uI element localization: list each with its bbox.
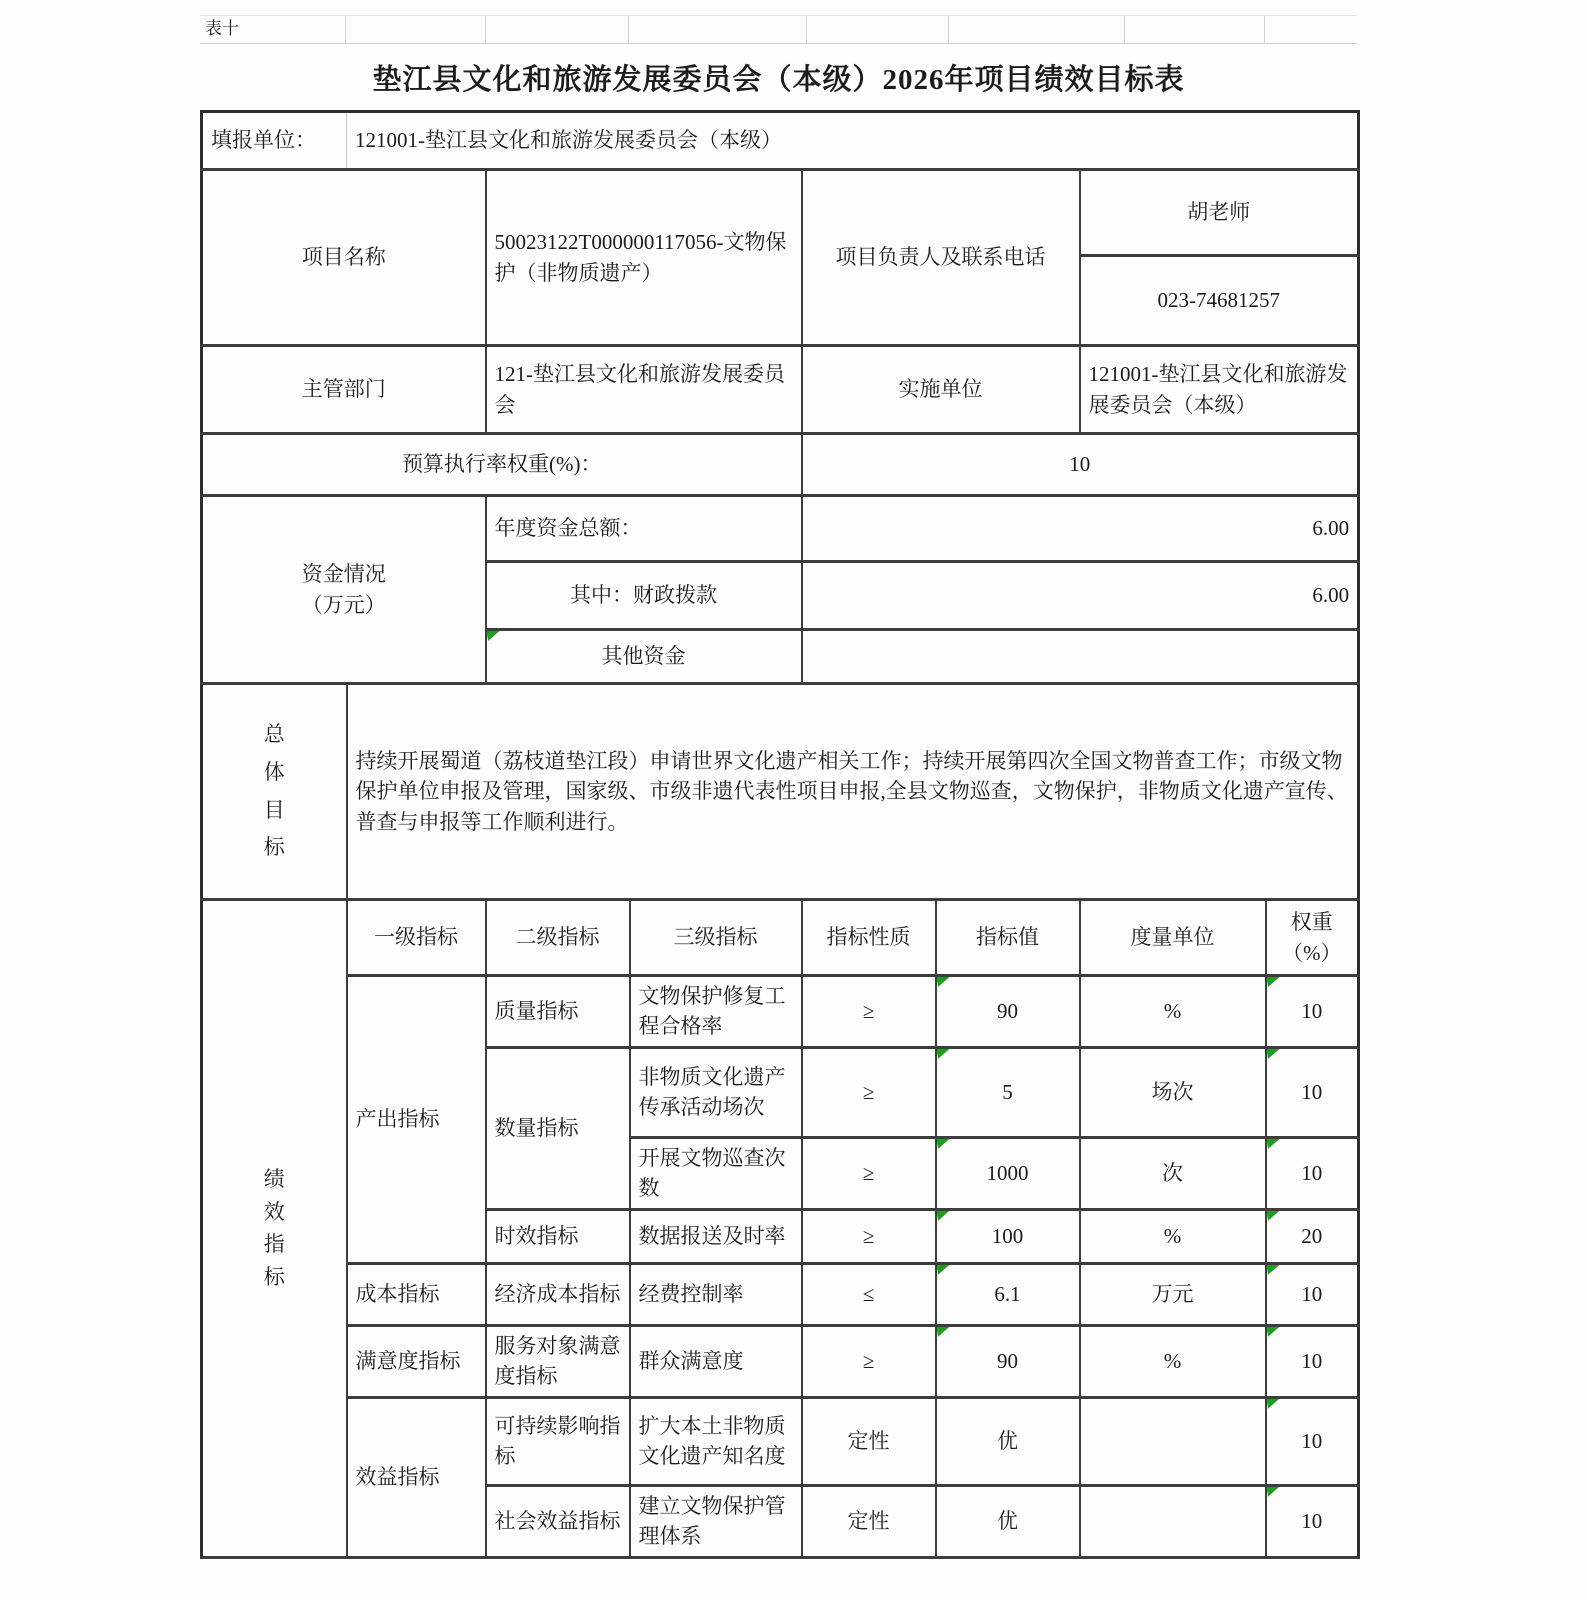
impl-unit-value: 121001-垫江县文化和旅游发展委员会（本级）: [1080, 346, 1359, 434]
perf-unit: 场次: [1080, 1047, 1266, 1137]
perf-level2: 质量指标: [486, 976, 630, 1048]
funding-label: [202, 496, 486, 684]
perf-header-nature: 指标性质: [802, 900, 936, 976]
perf-level3: 扩大本土非物质文化遗产知名度: [630, 1397, 802, 1485]
perf-level2: 数量指标: [486, 1047, 630, 1209]
perf-value-text: 100: [991, 1224, 1024, 1249]
perf-row: [202, 1263, 1359, 1325]
green-corner-flag-icon: [937, 1265, 950, 1275]
project-leader-label: 项目负责人及联系电话: [802, 170, 1080, 346]
funding-value-fiscal: 6.00: [802, 562, 1359, 630]
budget-rate-row: [202, 434, 1359, 496]
perf-unit: [1080, 1485, 1266, 1557]
grid-line: [485, 16, 486, 43]
funding-item-other-text: 其他资金: [601, 644, 686, 669]
perf-header-row: [202, 900, 1359, 976]
perf-unit: 次: [1080, 1137, 1266, 1209]
perf-weight-text: 10: [1301, 1428, 1323, 1453]
funding-value-total: 6.00: [802, 496, 1359, 562]
perf-level2: 服务对象满意度指标: [486, 1325, 630, 1397]
green-corner-flag-icon: [937, 1327, 950, 1337]
perf-level2: 时效指标: [486, 1209, 630, 1263]
perf-weight: [1266, 1397, 1359, 1485]
perf-weight: [1266, 1047, 1359, 1137]
report-unit-label: 填报单位：: [202, 112, 347, 170]
grid-line: [948, 16, 949, 43]
perf-header-level2: 二级指标: [486, 900, 630, 976]
report-unit-row: [202, 112, 1359, 170]
perf-nature: ≥: [802, 1325, 936, 1397]
green-corner-flag-icon: [1267, 977, 1280, 987]
perf-weight: [1266, 1325, 1359, 1397]
perf-header-level1: 一级指标: [347, 900, 486, 976]
perf-value: 优: [936, 1485, 1080, 1557]
grid-line: [628, 16, 629, 43]
perf-weight-text: 10: [1301, 1161, 1323, 1186]
perf-unit: 万元: [1080, 1263, 1266, 1325]
project-leader-phone: 023-74681257: [1080, 256, 1359, 346]
green-corner-flag-icon: [1267, 1265, 1280, 1275]
perf-header-unit: 度量单位: [1080, 900, 1266, 976]
perf-value: [936, 1325, 1080, 1397]
green-corner-flag-icon: [937, 1211, 950, 1221]
funding-value-other: [802, 630, 1359, 684]
perf-level2: 经济成本指标: [486, 1263, 630, 1325]
perf-value: [936, 1047, 1080, 1137]
project-name-label: 项目名称: [202, 170, 486, 346]
funding-item-other: [486, 630, 802, 684]
funding-label-line2: （万元）: [301, 592, 386, 617]
overall-goal-label-text: 总体目标: [263, 721, 285, 860]
perf-unit: %: [1080, 976, 1266, 1048]
grid-line: [806, 16, 807, 43]
perf-nature: ≥: [802, 976, 936, 1048]
project-row: [202, 170, 1359, 256]
budget-rate-value: 10: [802, 434, 1359, 496]
perf-level1: 满意度指标: [347, 1325, 486, 1397]
green-corner-flag-icon: [937, 1139, 950, 1149]
sheet-tag-strip: [200, 15, 1357, 44]
perf-level3: 非物质文化遗产传承活动场次: [630, 1047, 802, 1137]
page-title: 垫江县文化和旅游发展委员会（本级）2026年项目绩效目标表: [372, 63, 1185, 96]
perf-weight-text: 10: [1301, 1508, 1323, 1533]
perf-weight-text: 20: [1301, 1224, 1323, 1249]
grid-line: [1264, 16, 1265, 43]
perf-weight: [1266, 1485, 1359, 1557]
perf-weight-text: 10: [1301, 1282, 1323, 1307]
green-corner-flag-icon: [1267, 1211, 1280, 1221]
perf-value: [936, 1263, 1080, 1325]
perf-level1: 产出指标: [347, 976, 486, 1264]
funding-row-total: [202, 496, 1359, 562]
project-leader-name: 胡老师: [1080, 170, 1359, 256]
green-corner-flag-icon: [1267, 1399, 1280, 1409]
overall-goal-row: [202, 684, 1359, 900]
perf-weight: [1266, 1263, 1359, 1325]
green-corner-flag-icon: [1267, 1487, 1280, 1497]
perf-value-text: 1000: [986, 1161, 1029, 1186]
perf-row: [202, 1397, 1359, 1485]
perf-value: 优: [936, 1397, 1080, 1485]
perf-weight: [1266, 976, 1359, 1048]
grid-line: [345, 16, 346, 43]
perf-level3: 数据报送及时率: [630, 1209, 802, 1263]
perf-weight: [1266, 1209, 1359, 1263]
green-corner-flag-icon: [1267, 1327, 1280, 1337]
perf-level3: 建立文物保护管理体系: [630, 1485, 802, 1557]
perf-weight-text: 10: [1301, 999, 1323, 1024]
perf-unit: %: [1080, 1325, 1266, 1397]
perf-level3: 开展文物巡查次数: [630, 1137, 802, 1209]
perf-nature: ≥: [802, 1047, 936, 1137]
green-corner-flag-icon: [937, 1049, 950, 1059]
perf-nature: 定性: [802, 1485, 936, 1557]
overall-goal-text: 持续开展蜀道（荔枝道垫江段）申请世界文化遗产相关工作；持续开展第四次全国文物普查工作；市级文物保护单位申报及管理，国家级、市级非遗代表性项目申报,全县文物巡查，文物保护，非物质文化遗产宣传、普查与申报等工作顺利进行。: [347, 684, 1359, 900]
perf-unit: %: [1080, 1209, 1266, 1263]
dept-label: 主管部门: [202, 346, 486, 434]
perf-header-value: 指标值: [936, 900, 1080, 976]
perf-level1: 成本指标: [347, 1263, 486, 1325]
perf-level3: 经费控制率: [630, 1263, 802, 1325]
perf-level2: 可持续影响指标: [486, 1397, 630, 1485]
perf-header-level3: 三级指标: [630, 900, 802, 976]
sheet-tag: 表十: [205, 19, 239, 38]
perf-section-label-text: 绩效指标: [263, 1167, 285, 1289]
perf-header-weight: 权重（%）: [1266, 900, 1359, 976]
perf-section-label: [202, 900, 347, 1558]
green-corner-flag-icon: [937, 977, 950, 987]
perf-weight: [1266, 1137, 1359, 1209]
green-corner-flag-icon: [1267, 1049, 1280, 1059]
perf-level2: 社会效益指标: [486, 1485, 630, 1557]
dept-value: 121-垫江县文化和旅游发展委员会: [486, 346, 802, 434]
document-page: [200, 15, 1357, 1559]
green-corner-flag-icon: [1267, 1139, 1280, 1149]
perf-weight-text: 10: [1301, 1348, 1323, 1373]
perf-level1: 效益指标: [347, 1397, 486, 1557]
perf-level3: 群众满意度: [630, 1325, 802, 1397]
perf-value: [936, 1209, 1080, 1263]
funding-item-total: 年度资金总额：: [486, 496, 802, 562]
overall-goal-label: [202, 684, 347, 900]
perf-nature: ≥: [802, 1209, 936, 1263]
perf-value-text: 6.1: [994, 1282, 1021, 1307]
perf-unit: [1080, 1397, 1266, 1485]
department-row: [202, 346, 1359, 434]
perf-weight-text: 10: [1301, 1080, 1323, 1105]
funding-label-line1: 资金情况: [301, 562, 386, 587]
grid-line: [1124, 16, 1125, 43]
perf-value-text: 90: [997, 999, 1018, 1024]
funding-item-fiscal: 其中：财政拨款: [486, 562, 802, 630]
report-unit-value: 121001-垫江县文化和旅游发展委员会（本级）: [347, 112, 1359, 170]
impl-unit-label: 实施单位: [802, 346, 1080, 434]
perf-value-text: 90: [997, 1348, 1018, 1373]
perf-value: [936, 976, 1080, 1048]
budget-rate-label: 预算执行率权重(%)：: [202, 434, 802, 496]
perf-nature: ≤: [802, 1263, 936, 1325]
green-corner-flag-icon: [487, 631, 500, 641]
perf-value-text: 5: [1002, 1080, 1013, 1105]
perf-nature: ≥: [802, 1137, 936, 1209]
performance-target-table: [200, 110, 1360, 1559]
perf-value: [936, 1137, 1080, 1209]
perf-level3: 文物保护修复工程合格率: [630, 976, 802, 1048]
perf-row: [202, 1325, 1359, 1397]
perf-row: [202, 976, 1359, 1048]
project-name-value: 50023122T000000117056-文物保护（非物质遗产）: [486, 170, 802, 346]
perf-nature: 定性: [802, 1397, 936, 1485]
